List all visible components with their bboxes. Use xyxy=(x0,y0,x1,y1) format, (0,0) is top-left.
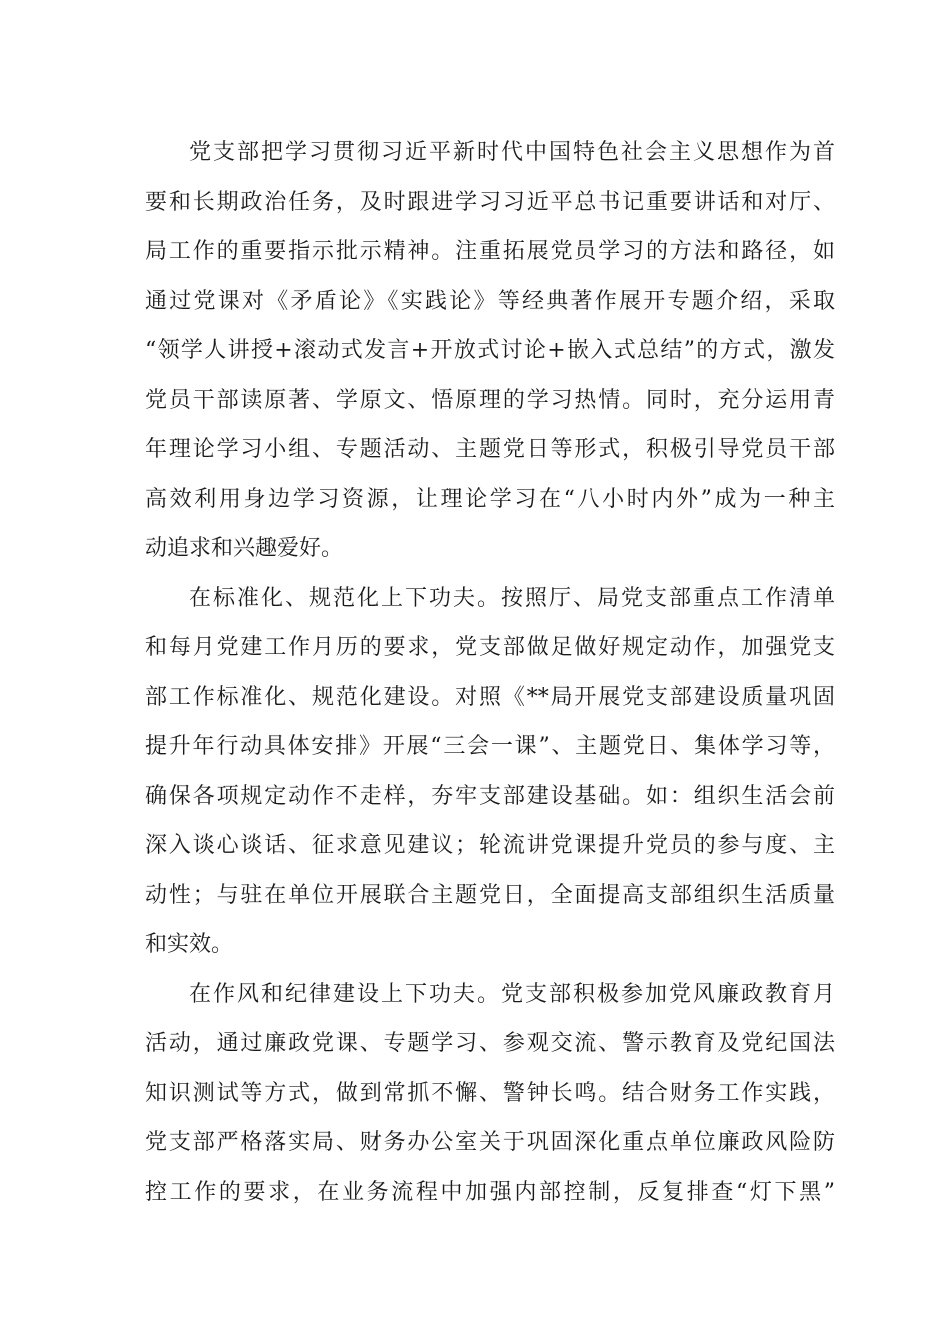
text-line: 局工作的重要指示批示精神。注重拓展党员学习的方法和路径，如 xyxy=(145,239,835,264)
document-body xyxy=(145,128,835,1217)
text-line: 在标准化、规范化上下功夫。按照厅、局党支部重点工作清单 xyxy=(189,585,835,611)
text-line: 要和长期政治任务，及时跟进学习习近平总书记重要讲话和对厅、 xyxy=(145,189,835,215)
paragraph-discipline xyxy=(145,970,835,1218)
text-line: 提升年行动具体安排》开展“三会一课”、主题党日、集体学习等， xyxy=(145,734,835,759)
text-line: 部工作标准化、规范化建设。对照《**局开展党支部建设质量巩固 xyxy=(145,684,835,710)
text-line: 党支部严格落实局、财务办公室关于巩固深化重点单位廉政风险防 xyxy=(145,1130,835,1155)
text-line: 知识测试等方式，做到常抓不懈、警钟长鸣。结合财务工作实践， xyxy=(145,1080,835,1106)
text-line: 活动，通过廉政党课、专题学习、参观交流、警示教育及党纪国法 xyxy=(145,1031,835,1056)
text-line: 党员干部读原著、学原文、悟原理的学习热情。同时，充分运用青 xyxy=(145,387,835,413)
paragraph-standardization xyxy=(145,574,835,970)
paragraph-study xyxy=(145,128,835,574)
text-line: 和每月党建工作月历的要求，党支部做足做好规定动作，加强党支 xyxy=(145,635,835,660)
text-line: 控工作的要求，在业务流程中加强内部控制，反复排查“灯下黑” xyxy=(145,1179,835,1205)
text-line: 党支部把学习贯彻习近平新时代中国特色社会主义思想作为首 xyxy=(189,140,835,165)
text-line: 和实效。 xyxy=(145,932,234,957)
text-line: 高效利用身边学习资源，让理论学习在“八小时内外”成为一种主 xyxy=(145,486,835,512)
text-line: 动性；与驻在单位开展联合主题党日，全面提高支部组织生活质量 xyxy=(145,882,835,908)
text-line: 深入谈心谈话、征求意见建议；轮流讲党课提升党员的参与度、主 xyxy=(145,833,835,858)
text-line: 通过党课对《矛盾论》《实践论》等经典著作展开专题介绍，采取 xyxy=(145,288,835,314)
text-line: 动追求和兴趣爱好。 xyxy=(145,536,344,561)
text-line: 确保各项规定动作不走样，夯牢支部建设基础。如：组织生活会前 xyxy=(145,783,835,809)
text-line: 在作风和纪律建设上下功夫。党支部积极参加党风廉政教育月 xyxy=(189,981,835,1007)
text-line: “领学人讲授+滚动式发言+开放式讨论+嵌入式总结”的方式，激发 xyxy=(145,338,835,363)
text-line: 年理论学习小组、专题活动、主题党日等形式，积极引导党员干部 xyxy=(145,437,835,462)
